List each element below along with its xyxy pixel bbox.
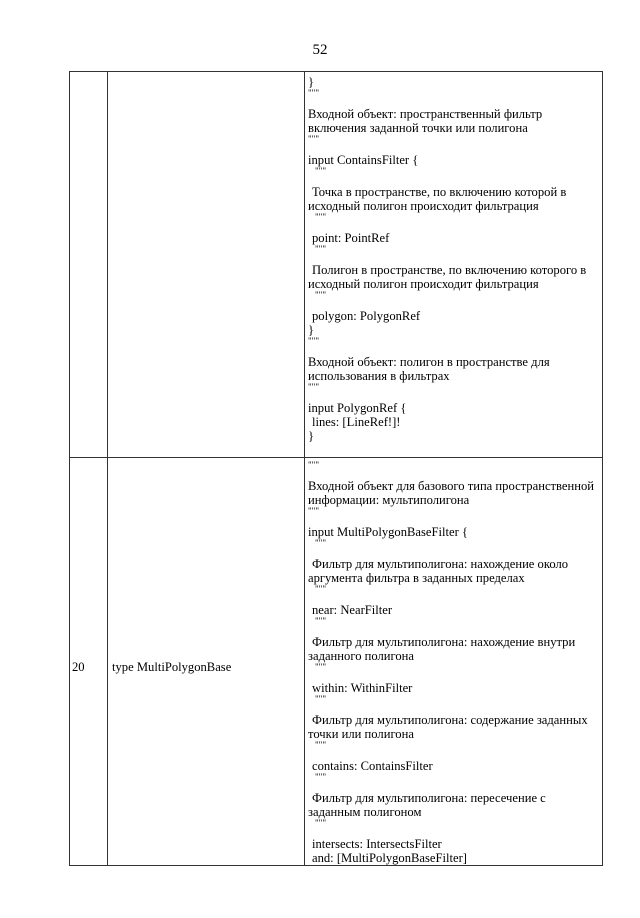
code-line: Входной объект: полигон в пространстве для xyxy=(308,355,550,369)
code-cell xyxy=(305,458,603,866)
code-line: input MultiPolygonBaseFilter { xyxy=(308,525,468,539)
line-gap xyxy=(308,178,600,185)
code-line: Входной объект: пространственный фильтр xyxy=(308,107,543,121)
line-gap xyxy=(308,348,600,355)
code-line: """ xyxy=(315,616,327,626)
code-line: """ xyxy=(315,538,327,548)
code-line: Фильтр для мультиполигона: нахождение около xyxy=(312,557,569,571)
code-line: """ xyxy=(308,506,320,516)
code-line: аргумента фильтра в заданных пределах xyxy=(308,571,525,585)
line-gap xyxy=(308,784,600,791)
code-line: input ContainsFilter { xyxy=(308,153,419,167)
code-line: """ xyxy=(315,212,327,222)
code-line: """ xyxy=(315,290,327,300)
type-name-cell xyxy=(108,72,305,458)
line-gap xyxy=(308,224,600,231)
code-line: заданным полигоном xyxy=(308,805,422,819)
code-line: """ xyxy=(315,740,327,750)
code-line: """ xyxy=(308,336,320,346)
line-gap xyxy=(308,472,600,479)
line-gap xyxy=(308,550,600,557)
code-line: точки или полигона xyxy=(308,727,414,741)
code-line: } xyxy=(308,75,315,89)
row-number: 20 xyxy=(72,660,85,674)
row-number-cell xyxy=(70,72,108,458)
row-number xyxy=(70,72,107,84)
table-row xyxy=(70,458,603,866)
type-name-cell xyxy=(108,458,305,866)
code-line: """ xyxy=(315,584,327,594)
code-line: """ xyxy=(315,694,327,704)
code-line: """ xyxy=(315,772,327,782)
table-row xyxy=(70,72,603,458)
code-line: input PolygonRef { xyxy=(308,401,407,415)
code-line: исходный полигон происходит фильтрация xyxy=(308,199,539,213)
code-line: polygon: PolygonRef xyxy=(312,309,421,323)
code-line: """ xyxy=(308,88,320,98)
code-line: """ xyxy=(315,166,327,176)
code-line: within: WithinFilter xyxy=(312,681,413,695)
code-line: """ xyxy=(315,244,327,254)
code-line: """ xyxy=(308,134,320,144)
line-gap xyxy=(308,146,600,153)
type-name: type MultiPolygonBase xyxy=(112,660,232,674)
code-line: Фильтр для мультиполигона: содержание заданных xyxy=(312,713,588,727)
page-number: 52 xyxy=(312,42,328,58)
line-gap xyxy=(308,628,600,635)
code-line: """ xyxy=(315,818,327,828)
code-line: and: [MultiPolygonBaseFilter] xyxy=(312,851,467,865)
line-gap xyxy=(308,674,600,681)
line-gap xyxy=(308,596,600,603)
line-gap xyxy=(308,256,600,263)
schema-table xyxy=(69,71,603,866)
line-gap xyxy=(308,752,600,759)
code-line: Фильтр для мультиполигона: пересечение с xyxy=(312,791,546,805)
code-line: включения заданной точки или полигона xyxy=(308,121,528,135)
code-line: Полигон в пространстве, по включению которого в xyxy=(312,263,587,277)
line-gap xyxy=(308,706,600,713)
code-cell xyxy=(305,72,603,458)
row-number-cell xyxy=(70,458,108,866)
line-gap xyxy=(308,394,600,401)
code-line: lines: [LineRef!]! xyxy=(312,415,401,429)
line-gap xyxy=(308,518,600,525)
code-line: contains: ContainsFilter xyxy=(312,759,433,773)
code-line: Входной объект для базового типа пространственной xyxy=(308,479,595,493)
code-line: Фильтр для мультиполигона: нахождение внутри xyxy=(312,635,576,649)
code-line: информации: мультиполигона xyxy=(308,493,470,507)
code-line: } xyxy=(308,323,315,337)
code-line: использования в фильтрах xyxy=(308,369,450,383)
code-line: } xyxy=(308,429,315,443)
code-line: intersects: IntersectsFilter xyxy=(312,837,442,851)
code-line: Точка в пространстве, по включению которой в xyxy=(312,185,567,199)
code-line: """ xyxy=(308,382,320,392)
code-line: заданного полигона xyxy=(308,649,415,663)
line-gap xyxy=(308,830,600,837)
code-line: near: NearFilter xyxy=(312,603,393,617)
line-gap xyxy=(308,100,600,107)
code-line: """ xyxy=(308,460,320,470)
code-line: point: PointRef xyxy=(312,231,390,245)
code-line: исходный полигон происходит фильтрация xyxy=(308,277,539,291)
line-gap xyxy=(308,302,600,309)
type-name xyxy=(108,72,304,84)
code-line: """ xyxy=(315,662,327,672)
